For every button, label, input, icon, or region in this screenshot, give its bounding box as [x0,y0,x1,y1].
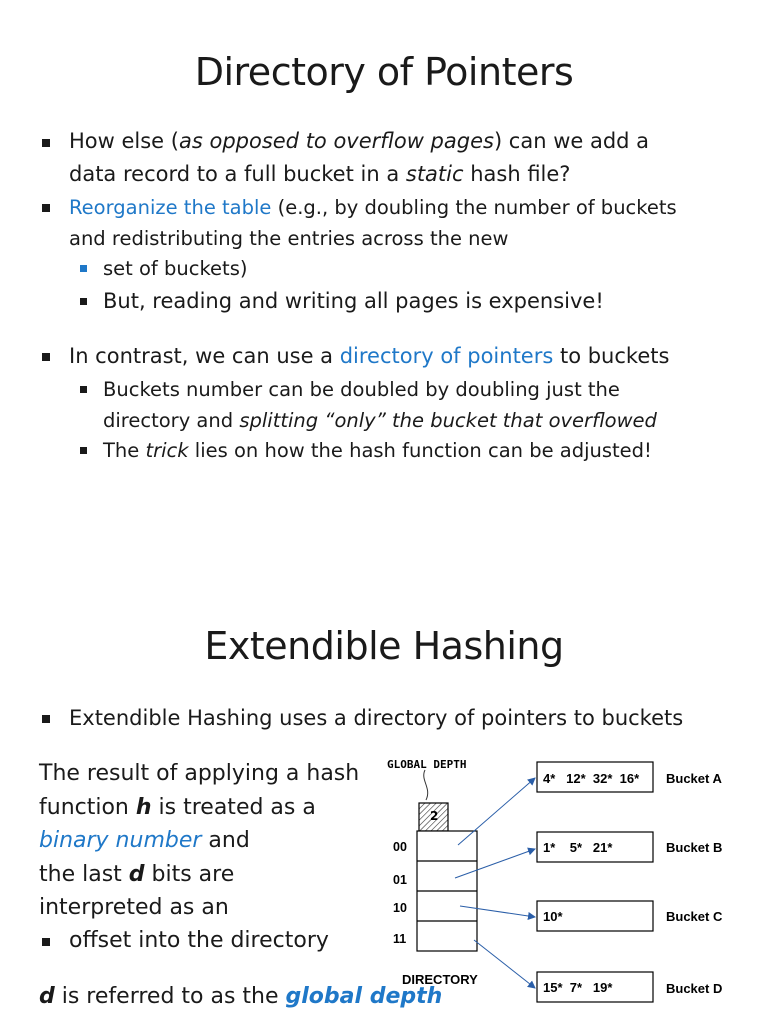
global-depth-value: 2 [430,809,439,823]
body-text: d is referred to as the global depth [39,984,443,1009]
bucket-d-entries: 15* 7* 19* [543,980,613,995]
directory [417,831,477,951]
bullet-text: Reorganize the table (e.g., by doubling the number of buckets and redistributing the entries across the new [69,196,677,250]
binary-number-link: binary number [39,828,202,853]
sub-bullet-text: set of buckets) [103,257,248,280]
bucket-d-label: Bucket D [666,981,723,996]
directory-slot-label: 10 [393,901,407,915]
global-depth-label: GLOBAL DEPTH [387,758,467,771]
bullet-text: Extendible Hashing uses a directory of pointers to buckets [69,706,684,730]
bucket-a-label: Bucket A [666,771,722,786]
directory-slot-label: 01 [393,873,407,887]
bullet-text: In contrast, we can use a directory of pointers to buckets [69,344,670,368]
sub-bullet-text: The trick lies on how the hash function can be adjusted! [103,439,652,462]
slide1-title: Directory of Pointers [194,50,574,94]
bullet-text: How else (as opposed to overflow pages) can we add a data record to a full bucket in a static hash file? [69,129,650,186]
sub-bullet-text: But, reading and writing all pages is expensive! [103,289,604,313]
reorganize-link: Reorganize the table [69,196,272,219]
directory-slot-label: 11 [393,932,407,946]
body-text: The result of applying a hash function h is treated as a binary number and the last d bits are interpreted as an [39,761,360,920]
global-depth-link: global depth [285,984,443,1009]
slide2-title: Extendible Hashing [204,624,564,668]
bucket-a-entries: 4* 12* 32* 16* [543,771,640,786]
bucket-c-label: Bucket C [666,909,723,924]
pointer-arrow-11 [474,940,535,988]
bucket-c-entries: 10* [543,909,563,924]
pointer-arrow-00 [458,778,535,845]
directory-label: DIRECTORY [402,972,478,987]
bucket-b-entries: 1* 5* 21* [543,840,613,855]
bullet-text: offset into the directory [69,928,329,953]
global-depth-pointer [424,770,428,800]
bucket-b-label: Bucket B [666,840,723,855]
directory-slot-label: 00 [393,840,407,854]
sub-bullet-text: Buckets number can be doubled by doubling just the directory and splitting “only” the bucket that overflowed [103,378,657,432]
directory-link: directory of pointers [339,344,554,368]
